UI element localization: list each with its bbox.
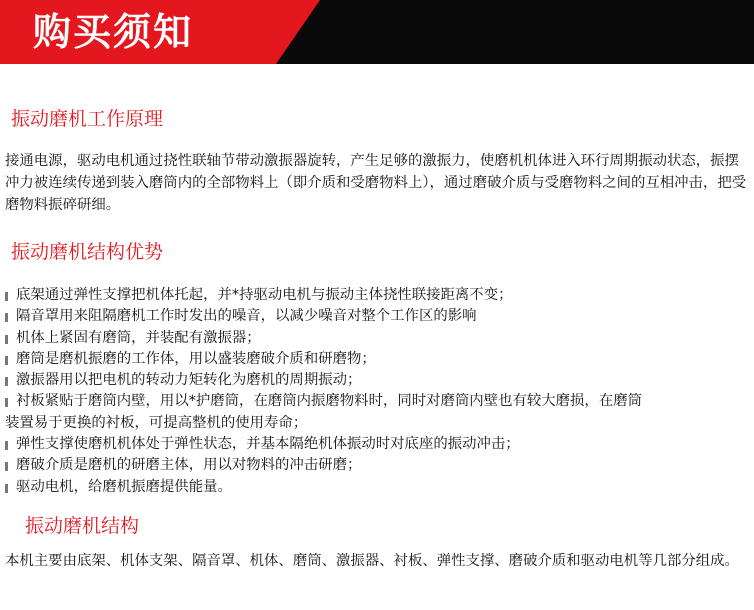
- bullet-marker: [5, 292, 8, 301]
- list-item: 弹性支撑使磨机机体处于弹性状态，并基本隔绝机体振动时对底座的振动冲击；: [5, 434, 751, 455]
- list-item: 机体上紧固有磨筒，并装配有激振器；: [5, 328, 751, 349]
- section-title-principle: 振动磨机工作原理: [11, 108, 164, 130]
- list-item: 底架通过弹性支撑把机体托起，并*持驱动电机与振动主体挠性联接距离不变；: [5, 285, 751, 306]
- header-banner: [0, 0, 754, 64]
- bullet-marker: [5, 484, 8, 493]
- bullet-marker: [5, 356, 8, 365]
- bullet-marker: [5, 335, 8, 344]
- structure-paragraph: 本机主要由底架、机体支架、隔音罩、机体、磨筒、激振器、衬板、弹性支撑、磨破介质和驱动电机等几部分组成。: [5, 553, 739, 569]
- principle-paragraph: 接通电源，驱动电机通过挠性联轴节带动激振器旋转，产生足够的激振力，使磨机机体进入环行周期振动状态，振摆冲力被连续传递到装入磨筒内的全部物料上（即介质和受磨物料上），通过磨破介质与受磨物料之间的互相冲击，把受磨物料振碎研细。: [5, 153, 747, 213]
- section-title-advantages: 振动磨机结构优势: [11, 241, 164, 263]
- bullet-marker: [5, 377, 8, 386]
- bullet-marker: [5, 441, 8, 450]
- section-title-structure: 振动磨机结构: [25, 515, 140, 537]
- list-item: 磨筒是磨机振磨的工作体，用以盛装磨破介质和研磨物；: [5, 349, 751, 370]
- list-item: 磨破介质是磨机的研磨主体，用以对物料的冲击研磨；: [5, 455, 751, 476]
- list-item: 激振器用以把电机的转动力矩转化为磨机的周期振动；: [5, 370, 751, 391]
- list-item-continuation: 装置易于更换的衬板，可提高整机的使用寿命；: [5, 414, 308, 431]
- list-item: 隔音罩用来阻隔磨机工作时发出的噪音，以减少噪音对整个工作区的影响: [5, 306, 751, 327]
- bullet-marker: [5, 313, 8, 322]
- list-item: 驱动电机，给磨机振磨提供能量。: [5, 477, 751, 498]
- bullet-marker: [5, 398, 8, 407]
- banner-title: 购买须知: [33, 10, 194, 54]
- bullet-marker: [5, 462, 8, 471]
- list-item: 衬板紧贴于磨筒内壁，用以*护磨筒，在磨筒内振磨物料时，同时对磨筒内壁也有较大磨损，在磨筒 装置易于更换的衬板，可提高整机的使用寿命；: [5, 391, 751, 434]
- advantages-list: [5, 285, 751, 498]
